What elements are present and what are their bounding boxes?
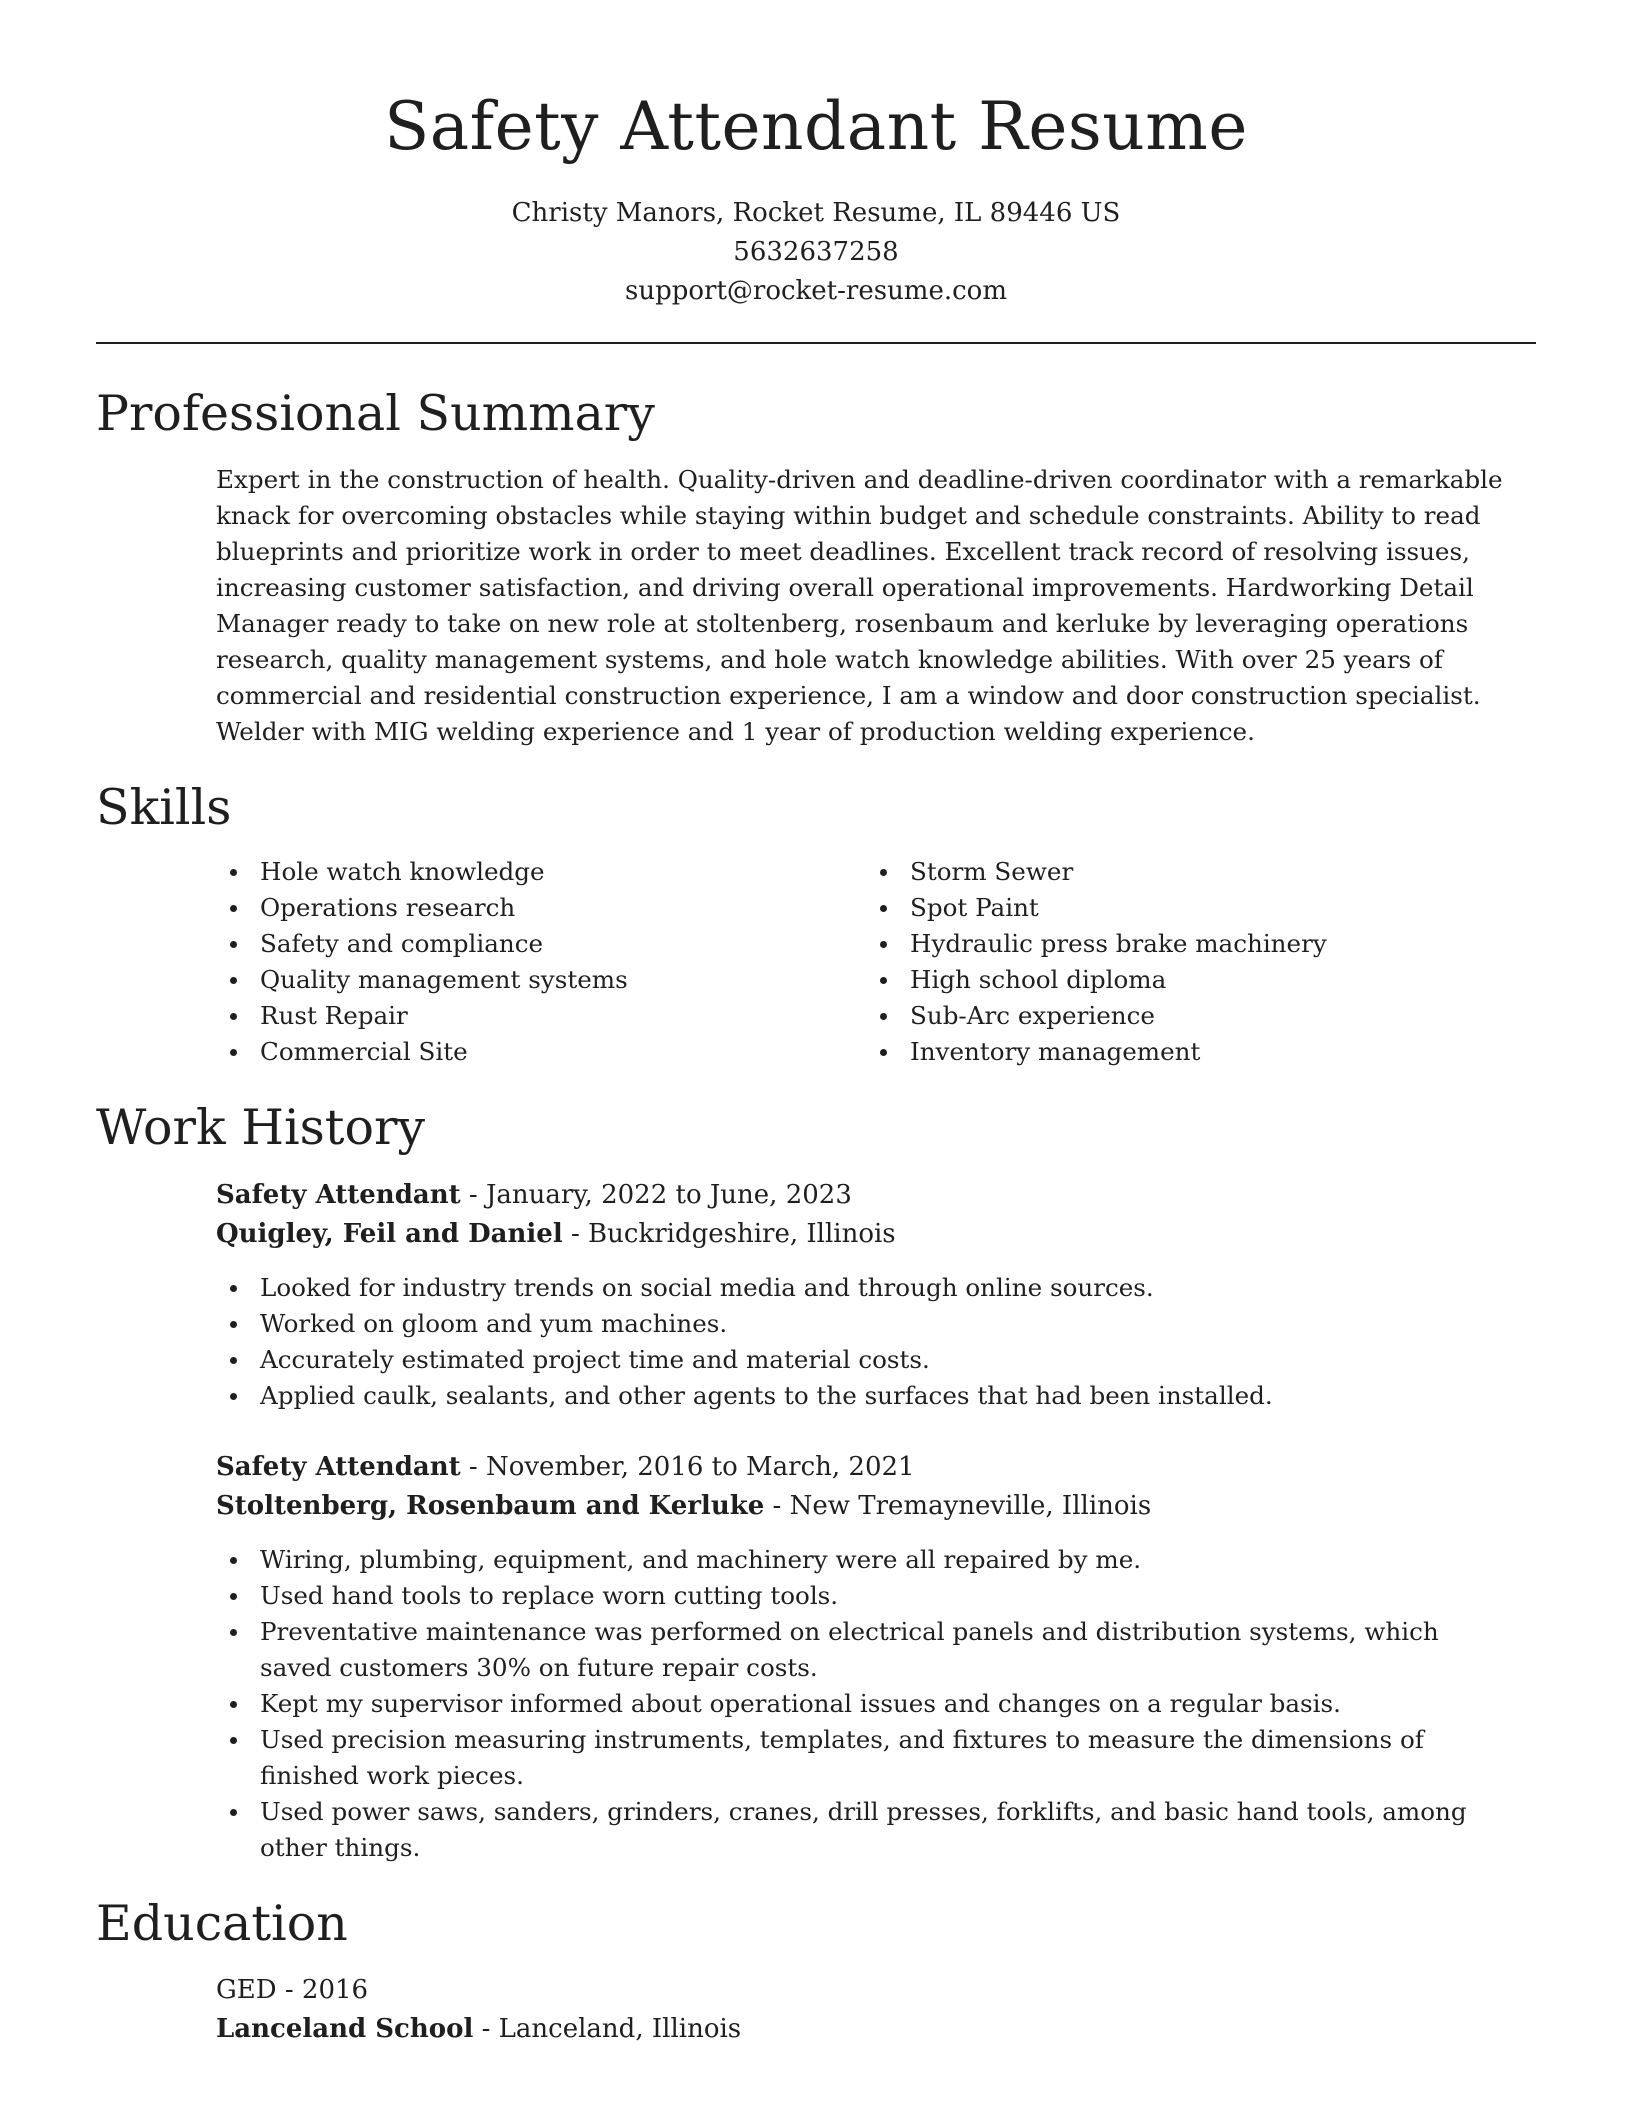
header-divider [96, 342, 1536, 344]
section-title-summary: Professional Summary [96, 385, 655, 442]
school-line [216, 2010, 1536, 2049]
school-location: - Lanceland, Illinois [473, 2014, 742, 2044]
job-dates: - January, 2022 to June, 2023 [460, 1180, 852, 1210]
duty-item: Wiring, plumbing, equipment, and machinery were all repaired by me. [216, 1542, 1476, 1578]
skill-item: Spot Paint [866, 890, 1466, 926]
skill-item: Commercial Site [216, 1034, 816, 1070]
job-location: - Buckridgeshire, Illinois [562, 1219, 896, 1249]
duty-item: Used precision measuring instruments, templates, and fixtures to measure the dimensions of finished work pieces. [216, 1722, 1476, 1794]
section-title-skills: Skills [96, 779, 232, 836]
address: Christy Manors, Rocket Resume, IL 89446 US [511, 198, 1121, 228]
skills-list-right [866, 854, 1466, 1070]
job-company: Quigley, Feil and Daniel [216, 1219, 563, 1249]
job-duties-list [216, 1542, 1476, 1866]
job-header [216, 1448, 1536, 1526]
resume-header [96, 82, 1536, 311]
job-company-line [216, 1487, 1536, 1526]
duty-item: Preventative maintenance was performed on electrical panels and distribution systems, which saved customers 30% on future repair costs. [216, 1614, 1476, 1686]
summary-text: Expert in the construction of health. Quality-driven and deadline-driven coordinator with a remarkable knack for overcoming obstacles while staying within budget and schedule constraints. Ability to read blueprints and prioritize work in order to meet deadlines. Excellent track record of resolving issues, increasing customer satisfaction, and driving overall operational improvements. Hardworking Detail Manager ready to take on new role at stoltenberg, rosenbaum and kerluke by leveraging operations research, quality management systems, and hole watch knowledge abilities. With over 25 years of commercial and residential construction experience, I am a window and door construction specialist. Welder with MIG welding experience and 1 year of production welding experience. [216, 465, 1503, 746]
job-duties-list [216, 1270, 1536, 1414]
skill-item: Hole watch knowledge [216, 854, 816, 890]
skill-item: Hydraulic press brake machinery [866, 926, 1466, 962]
job-company: Stoltenberg, Rosenbaum and Kerluke [216, 1491, 765, 1521]
job-position: Safety Attendant [216, 1180, 461, 1210]
skill-item: Quality management systems [216, 962, 816, 998]
contact-info [96, 194, 1536, 311]
email: support@rocket-resume.com [624, 276, 1007, 306]
section-title-education: Education [96, 1895, 348, 1952]
skills-list-left [216, 854, 816, 1070]
duty-item: Applied caulk, sealants, and other agents to the surfaces that had been installed. [216, 1378, 1536, 1414]
duty-item: Worked on gloom and yum machines. [216, 1306, 1536, 1342]
skill-item: Operations research [216, 890, 816, 926]
education-entry [216, 1971, 1536, 2049]
job-title-line [216, 1176, 1536, 1215]
duty-item: Kept my supervisor informed about operational issues and changes on a regular basis. [216, 1686, 1476, 1722]
skill-item: Rust Repair [216, 998, 816, 1034]
skill-item: Sub-Arc experience [866, 998, 1466, 1034]
phone: 5632637258 [733, 237, 899, 267]
skill-item: Inventory management [866, 1034, 1466, 1070]
duty-item: Looked for industry trends on social media and through online sources. [216, 1270, 1536, 1306]
job-position: Safety Attendant [216, 1452, 461, 1482]
job-dates: - November, 2016 to March, 2021 [460, 1452, 915, 1482]
degree-year: - 2016 [276, 1975, 369, 2005]
skill-item: Safety and compliance [216, 926, 816, 962]
degree-line [216, 1971, 1536, 2010]
duty-item: Used power saws, sanders, grinders, cranes, drill presses, forklifts, and basic hand tools, among other things. [216, 1794, 1476, 1866]
section-title-work-history: Work History [96, 1099, 426, 1156]
school-name: Lanceland School [216, 2014, 474, 2044]
resume-title: Safety Attendant Resume [384, 88, 1248, 165]
job-header [216, 1176, 1536, 1254]
degree: GED [216, 1975, 277, 2005]
job-location: - New Tremayneville, Illinois [764, 1491, 1152, 1521]
job-company-line [216, 1215, 1536, 1254]
skill-item: Storm Sewer [866, 854, 1466, 890]
skill-item: High school diploma [866, 962, 1466, 998]
job-title-line [216, 1448, 1536, 1487]
duty-item: Accurately estimated project time and material costs. [216, 1342, 1536, 1378]
duty-item: Used hand tools to replace worn cutting tools. [216, 1578, 1476, 1614]
